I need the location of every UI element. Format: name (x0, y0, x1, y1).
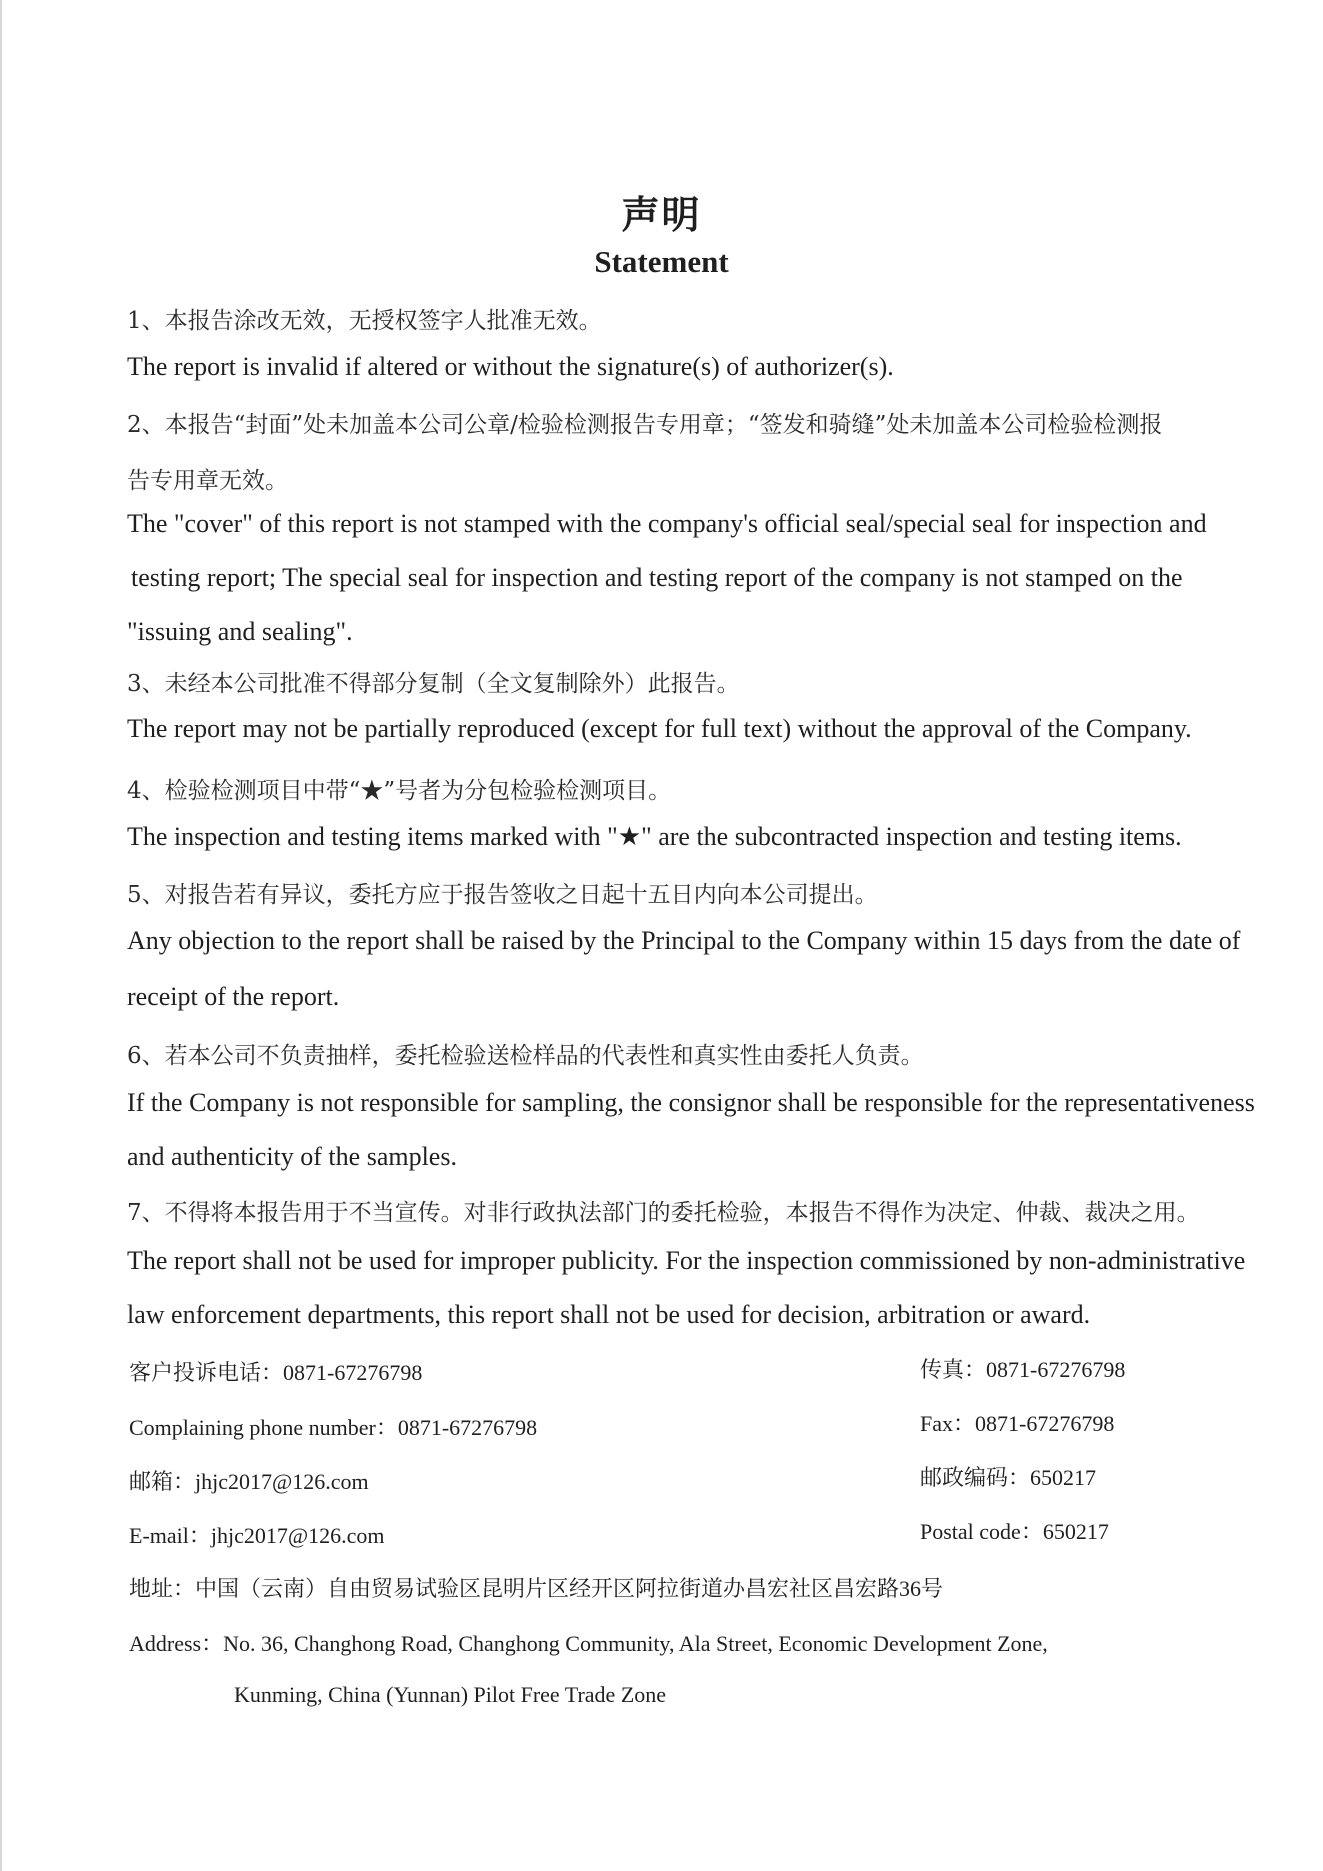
fax-en: Fax：0871-67276798 (920, 1411, 1115, 1436)
page-edge (0, 0, 2, 1871)
fax-cn: 传真：0871-67276798 (920, 1357, 1126, 1382)
title-cn: 声明 (621, 193, 702, 237)
item-4-cn: 4、检验检测项目中带“★”号者为分包检验检测项目。 (127, 778, 672, 804)
item-3-en: The report may not be partially reproduced (except for full text) without the approval of the Company. (127, 714, 1192, 743)
complaint-phone-cn: 客户投诉电话：0871-67276798 (129, 1360, 423, 1385)
item-5-cn: 5、对报告若有异议，委托方应于报告签收之日起十五日内向本公司提出。 (127, 882, 878, 908)
item-3-cn: 3、未经本公司批准不得部分复制（全文复制除外）此报告。 (127, 671, 740, 697)
item-6-en-line-2: and authenticity of the samples. (127, 1142, 457, 1171)
item-2-en-line-1: The "cover" of this report is not stamped with the company's official seal/special seal for inspection and (127, 509, 1207, 538)
item-6-en-line-1: If the Company is not responsible for sampling, the consignor shall be responsible for the representativeness (127, 1088, 1255, 1117)
address-en-line-2: Kunming, China (Yunnan) Pilot Free Trade Zone (234, 1682, 667, 1707)
postal-code-cn: 邮政编码：650217 (920, 1465, 1097, 1490)
complaint-phone-en: Complaining phone number：0871-67276798 (129, 1415, 538, 1440)
address-cn: 地址：中国（云南）自由贸易试验区昆明片区经开区阿拉街道办昌宏社区昌宏路36号 (129, 1576, 944, 1601)
address-en-line-1: Address：No. 36, Changhong Road, Changhong Community, Ala Street, Economic Development Zone, (129, 1631, 1048, 1656)
item-1-cn: 1、本报告涂改无效，无授权签字人批准无效。 (127, 308, 602, 334)
item-2-cn-line-1: 2、本报告“封面”处未加盖本公司公章/检验检测报告专用章；“签发和骑缝”处未加盖本公司检验检测报 (127, 412, 1163, 438)
item-2-en-line-3: "issuing and sealing". (127, 617, 353, 646)
item-7-en-line-1: The report shall not be used for improper publicity. For the inspection commissioned by non-administrative (127, 1246, 1246, 1275)
email-cn: 邮箱：jhjc2017@126.com (129, 1469, 369, 1494)
postal-code-en: Postal code：650217 (920, 1519, 1109, 1544)
item-4-en: The inspection and testing items marked with "★" are the subcontracted inspection and testing items. (127, 822, 1182, 851)
item-5-en-line-2: receipt of the report. (127, 982, 340, 1011)
item-7-en-line-2: law enforcement departments, this report shall not be used for decision, arbitration or award. (127, 1300, 1091, 1329)
item-2-en-line-2: testing report; The special seal for inspection and testing report of the company is not stamped on the (131, 563, 1183, 592)
title-en: Statement (594, 244, 729, 279)
item-2-cn-line-2: 告专用章无效。 (127, 468, 288, 494)
item-6-cn: 6、若本公司不负责抽样，委托检验送检样品的代表性和真实性由委托人负责。 (127, 1043, 924, 1069)
item-5-en-line-1: Any objection to the report shall be raised by the Principal to the Company within 15 days from the date of (127, 926, 1241, 955)
email-en: E-mail：jhjc2017@126.com (129, 1523, 385, 1548)
item-1-en: The report is invalid if altered or without the signature(s) of authorizer(s). (127, 352, 894, 381)
item-7-cn: 7、不得将本报告用于不当宣传。对非行政执法部门的委托检验，本报告不得作为决定、仲裁、裁决之用。 (127, 1200, 1200, 1226)
